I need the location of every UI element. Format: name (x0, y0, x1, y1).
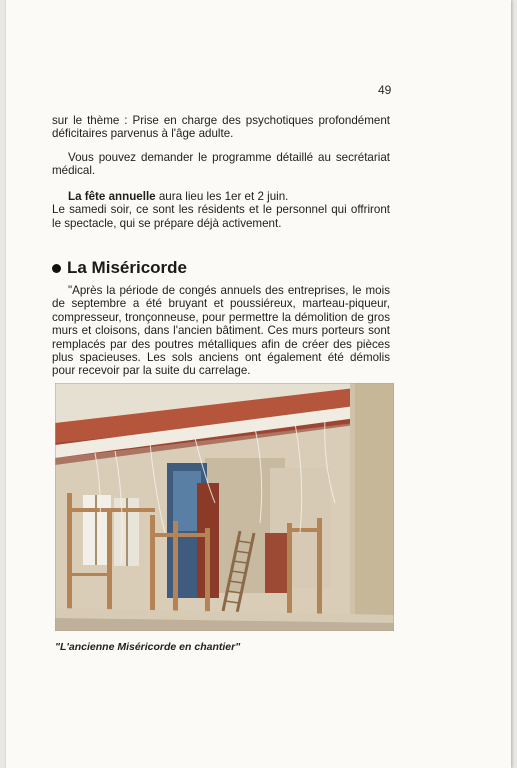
bullet-icon (52, 264, 61, 273)
paragraph-fete-annuelle (52, 190, 390, 230)
fete-annuelle-label: La fête annuelle (68, 190, 156, 203)
construction-photo (55, 383, 394, 631)
section-title: La Miséricorde (67, 258, 187, 277)
section-body: "Après la période de congés annuels des entreprises, le mois de septembre a été bruyant et poussiéreux, marteau-piqueur, compresseur, tronçonneuse, pour permettre la démolition de gros murs et cloisons, dans l'ancien bâtiment. Ces murs porteurs sont remplacés par des poutres métalliques afin de créer des pièces plus spacieuses. Les sols anciens ont également été démolis pour recevoir par la suite du carrelage. (52, 284, 390, 378)
document-page (6, 0, 511, 768)
paragraph-theme: sur le thème : Prise en charge des psychotiques profondément déficitaires parvenus à l'âge adulte. (52, 114, 390, 141)
photo-caption: "L'ancienne Miséricorde en chantier" (55, 641, 241, 653)
section-heading (52, 258, 187, 278)
fete-annuelle-dates: aura lieu les 1er et 2 juin. (155, 190, 289, 203)
page-number: 49 (378, 83, 392, 97)
fete-annuelle-details: Le samedi soir, ce sont les résidents et le personnel qui offriront le spectacle, qui se prépare déjà activement. (52, 203, 390, 230)
paragraph-programme: Vous pouvez demander le programme détaillé au secrétariat médical. (52, 151, 390, 178)
